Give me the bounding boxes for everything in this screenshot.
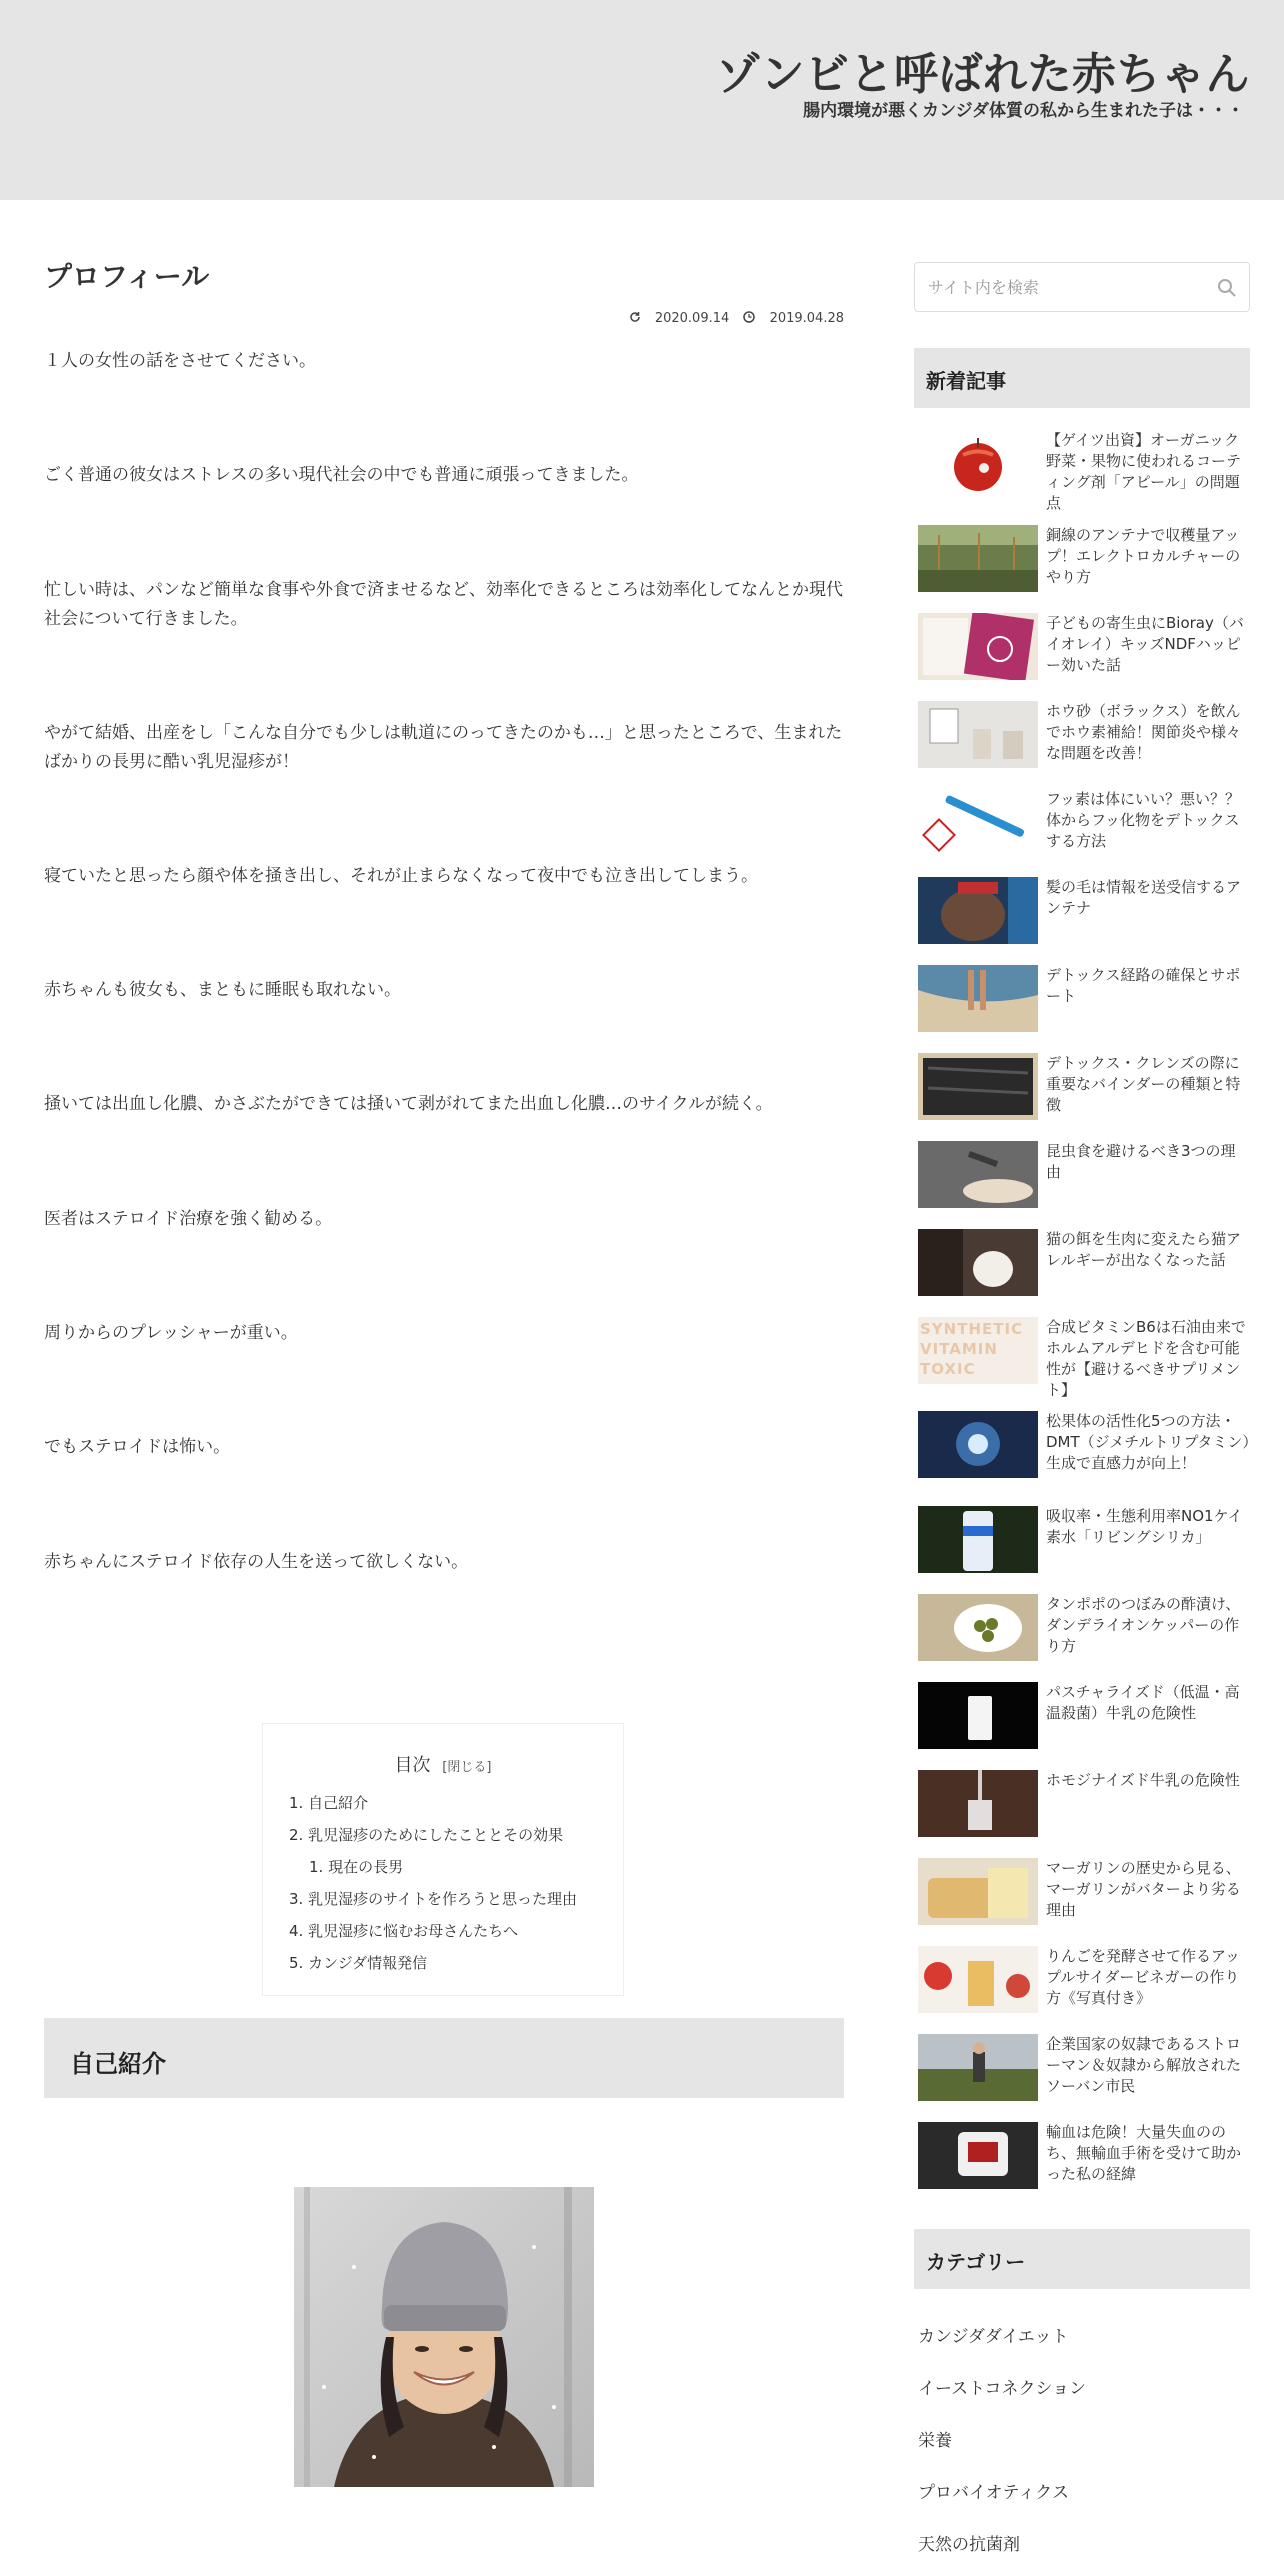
category-item[interactable]: カンジダダイエット (918, 2327, 1069, 2347)
site-description: 腸内環境が悪くカンジダ体質の私から生まれた子は・・・ (803, 101, 1244, 121)
recent-post-item[interactable] (918, 1594, 1250, 1674)
recent-post-item[interactable] (918, 2034, 1250, 2114)
search-box (914, 262, 1250, 312)
post-title[interactable]: 輸血は危険！大量失血ののち、無輸血手術を受けて助かった私の経緯 (1046, 2123, 1242, 2183)
paragraph: 掻いては出血し化膿、かさぶたができては掻いて剥がれてまた出血し化膿…のサイクルが続く。 (44, 1094, 773, 1114)
post-title[interactable]: タンポポのつぼみの酢漬け、ダンデライオンケッパーの作り方 (1046, 1595, 1241, 1655)
recent-post-item[interactable] (918, 965, 1250, 1045)
post-title[interactable]: 合成ビタミンB6は石油由来でホルムアルデヒドを含む可能性が【避けるべきサプリメント】 (1046, 1318, 1246, 1399)
main-content (44, 255, 844, 1572)
post-title[interactable]: 猫の餌を生肉に変えたら猫アレルギーが出なくなった話 (1046, 1230, 1242, 1269)
paragraph: 周りからのプレッシャーが重い。 (44, 1323, 298, 1343)
post-thumbnail (918, 2034, 1038, 2101)
post-title[interactable]: 髪の毛は情報を送受信するアンテナ (1046, 878, 1242, 917)
toc-item[interactable]: 1. 自己紹介 (289, 1794, 369, 1812)
recent-post-item[interactable] (918, 1946, 1250, 2026)
post-thumbnail (918, 1506, 1038, 1573)
page-title: プロフィール (44, 260, 210, 293)
post-thumbnail (918, 789, 1038, 856)
post-thumbnail (918, 1141, 1038, 1208)
post-title[interactable]: フッ素は体にいい？悪い？？体からフッ化物をデトックスする方法 (1046, 790, 1240, 850)
recent-post-item[interactable] (918, 1770, 1250, 1850)
post-thumbnail (918, 877, 1038, 944)
paragraph: 忙しい時は、パンなど簡単な食事や外食で済ませるなど、効率化できるところは効率化してなんとか現代社会について行きました。 (44, 580, 843, 629)
paragraph: １人の女性の話をさせてください。 (44, 351, 316, 371)
toc-item[interactable]: 4. 乳児湿疹に悩むお母さんたちへ (289, 1922, 519, 1940)
post-title[interactable]: ホモジナイズド牛乳の危険性 (1046, 1771, 1240, 1789)
toc-title: 目次 (394, 1755, 431, 1776)
post-thumbnail (918, 1682, 1038, 1749)
search-icon[interactable] (1215, 276, 1239, 300)
recent-posts-title: 新着記事 (926, 369, 1006, 393)
recent-posts-header (914, 348, 1250, 408)
toc-header (263, 1751, 623, 1777)
post-thumbnail (918, 965, 1038, 1032)
paragraph: やがて結婚、出産をし「こんな自分でも少しは軌道にのってきたのかも…」と思ったところで、生まれたばかりの長男に酷い乳児湿疹が！ (44, 723, 843, 772)
updated-date (629, 311, 734, 326)
paragraph: 赤ちゃんも彼女も、まともに睡眠も取れない。 (44, 980, 401, 1000)
post-title[interactable]: りんごを発酵させて作るアップルサイダービネガーの作り方《写真付き》 (1046, 1947, 1240, 2007)
recent-post-item[interactable] (918, 2122, 1250, 2202)
post-title[interactable]: 昆虫食を避けるべき3つの理由 (1046, 1142, 1236, 1181)
section-heading-box (44, 2018, 844, 2098)
published-date (743, 311, 844, 326)
refresh-icon (629, 311, 641, 323)
post-title[interactable]: 松果体の活性化5つの方法・DMT（ジメチルトリプタミン）生成で直感力が向上！ (1046, 1412, 1250, 1472)
post-thumbnail (918, 430, 1038, 497)
categories-title: カテゴリー (926, 2250, 1026, 2274)
post-title[interactable]: 子どもの寄生虫にBioray（バイオレイ）キッズNDFハッピー効いた話 (1046, 614, 1244, 674)
post-thumbnail (918, 701, 1038, 768)
profile-photo (294, 2187, 594, 2487)
section-heading: 自己紹介 (70, 2050, 166, 2078)
updated-date-text: 2020.09.14 (654, 311, 730, 326)
search-input[interactable] (916, 264, 1230, 310)
post-thumbnail (918, 1594, 1038, 1661)
post-thumbnail (918, 2122, 1038, 2189)
recent-post-item[interactable] (918, 1053, 1250, 1133)
recent-post-item[interactable] (918, 1141, 1250, 1221)
post-thumbnail (918, 1770, 1038, 1837)
paragraph: ごく普通の彼女はストレスの多い現代社会の中でも普通に頑張ってきました。 (44, 465, 639, 485)
recent-post-item[interactable] (918, 1317, 1250, 1397)
categories-header (914, 2229, 1250, 2289)
recent-post-item[interactable] (918, 1411, 1250, 1491)
post-title[interactable]: 【ゲイツ出資】オーガニック野菜・果物に使われるコーティング剤「アピール」の問題点 (1046, 431, 1242, 512)
post-thumbnail (918, 1053, 1038, 1120)
post-thumbnail (918, 1858, 1038, 1925)
category-item[interactable]: プロバイオティクス (918, 2483, 1069, 2503)
toc-toggle-button[interactable]: [閉じる] (442, 1760, 492, 1775)
table-of-contents (262, 1723, 624, 1996)
recent-post-item[interactable] (918, 1682, 1250, 1762)
post-title[interactable]: デトックス・クレンズの際に重要なバインダーの種類と特徴 (1046, 1054, 1241, 1114)
post-title[interactable]: パスチャライズド（低温・高温殺菌）牛乳の危険性 (1046, 1683, 1240, 1722)
post-title[interactable]: 企業国家の奴隷であるストローマン＆奴隷から解放されたソーバン市民 (1046, 2035, 1242, 2095)
site-header (0, 0, 1284, 200)
post-thumbnail (918, 525, 1038, 592)
post-title[interactable]: 銅線のアンテナで収穫量アップ！エレクトロカルチャーのやり方 (1046, 526, 1241, 586)
post-thumbnail (918, 1229, 1038, 1296)
recent-post-item[interactable] (918, 613, 1250, 693)
post-dates (619, 311, 844, 326)
toc-item[interactable]: 5. カンジダ情報発信 (289, 1954, 428, 1972)
recent-post-item[interactable] (918, 525, 1250, 605)
recent-post-item[interactable] (918, 877, 1250, 957)
thumbnail-text: SYNTHETIC VITAMIN TOXIC (920, 1320, 1024, 1378)
recent-post-item[interactable] (918, 789, 1250, 869)
published-date-text: 2019.04.28 (769, 311, 844, 326)
recent-post-item[interactable] (918, 701, 1250, 781)
post-thumbnail (918, 1411, 1038, 1478)
paragraph: 寝ていたと思ったら顔や体を掻き出し、それが止まらなくなって夜中でも泣き出してしまう。 (44, 866, 758, 886)
recent-post-item[interactable] (918, 1858, 1250, 1938)
post-title[interactable]: ホウ砂（ボラックス）を飲んでホウ素補給！関節炎や様々な問題を改善！ (1046, 702, 1242, 762)
category-item[interactable]: 栄養 (918, 2431, 952, 2451)
post-thumbnail (918, 1946, 1038, 2013)
paragraph: 医者はステロイド治療を強く勧める。 (44, 1209, 333, 1229)
paragraph: でもステロイドは怖い。 (44, 1437, 231, 1457)
post-title[interactable]: デトックス経路の確保とサポート (1046, 966, 1241, 1005)
paragraph: 赤ちゃんにステロイド依存の人生を送って欲しくない。 (44, 1552, 469, 1572)
post-thumbnail (918, 613, 1038, 680)
recent-post-item[interactable] (918, 1229, 1250, 1309)
recent-post-item[interactable] (918, 430, 1250, 510)
toc-item[interactable]: 2. 乳児湿疹のためにしたこととその効果 (289, 1826, 564, 1844)
site-title[interactable]: ゾンビと呼ばれた赤ちゃん (716, 49, 1250, 100)
toc-subitem[interactable]: 1. 現在の長男 (309, 1858, 404, 1876)
post-thumbnail (918, 1317, 1038, 1384)
category-item[interactable]: イーストコネクション (918, 2379, 1087, 2399)
toc-item[interactable]: 3. 乳児湿疹のサイトを作ろうと思った理由 (289, 1890, 578, 1908)
post-title[interactable]: マーガリンの歴史から見る、マーガリンがバターより劣る理由 (1046, 1859, 1241, 1919)
clock-icon (743, 311, 755, 323)
category-item[interactable]: 天然の抗菌剤 (918, 2535, 1020, 2555)
post-title[interactable]: 吸収率・生態利用率NO1ケイ素水「リビングシリカ」 (1046, 1507, 1243, 1546)
recent-post-item[interactable] (918, 1506, 1250, 1586)
